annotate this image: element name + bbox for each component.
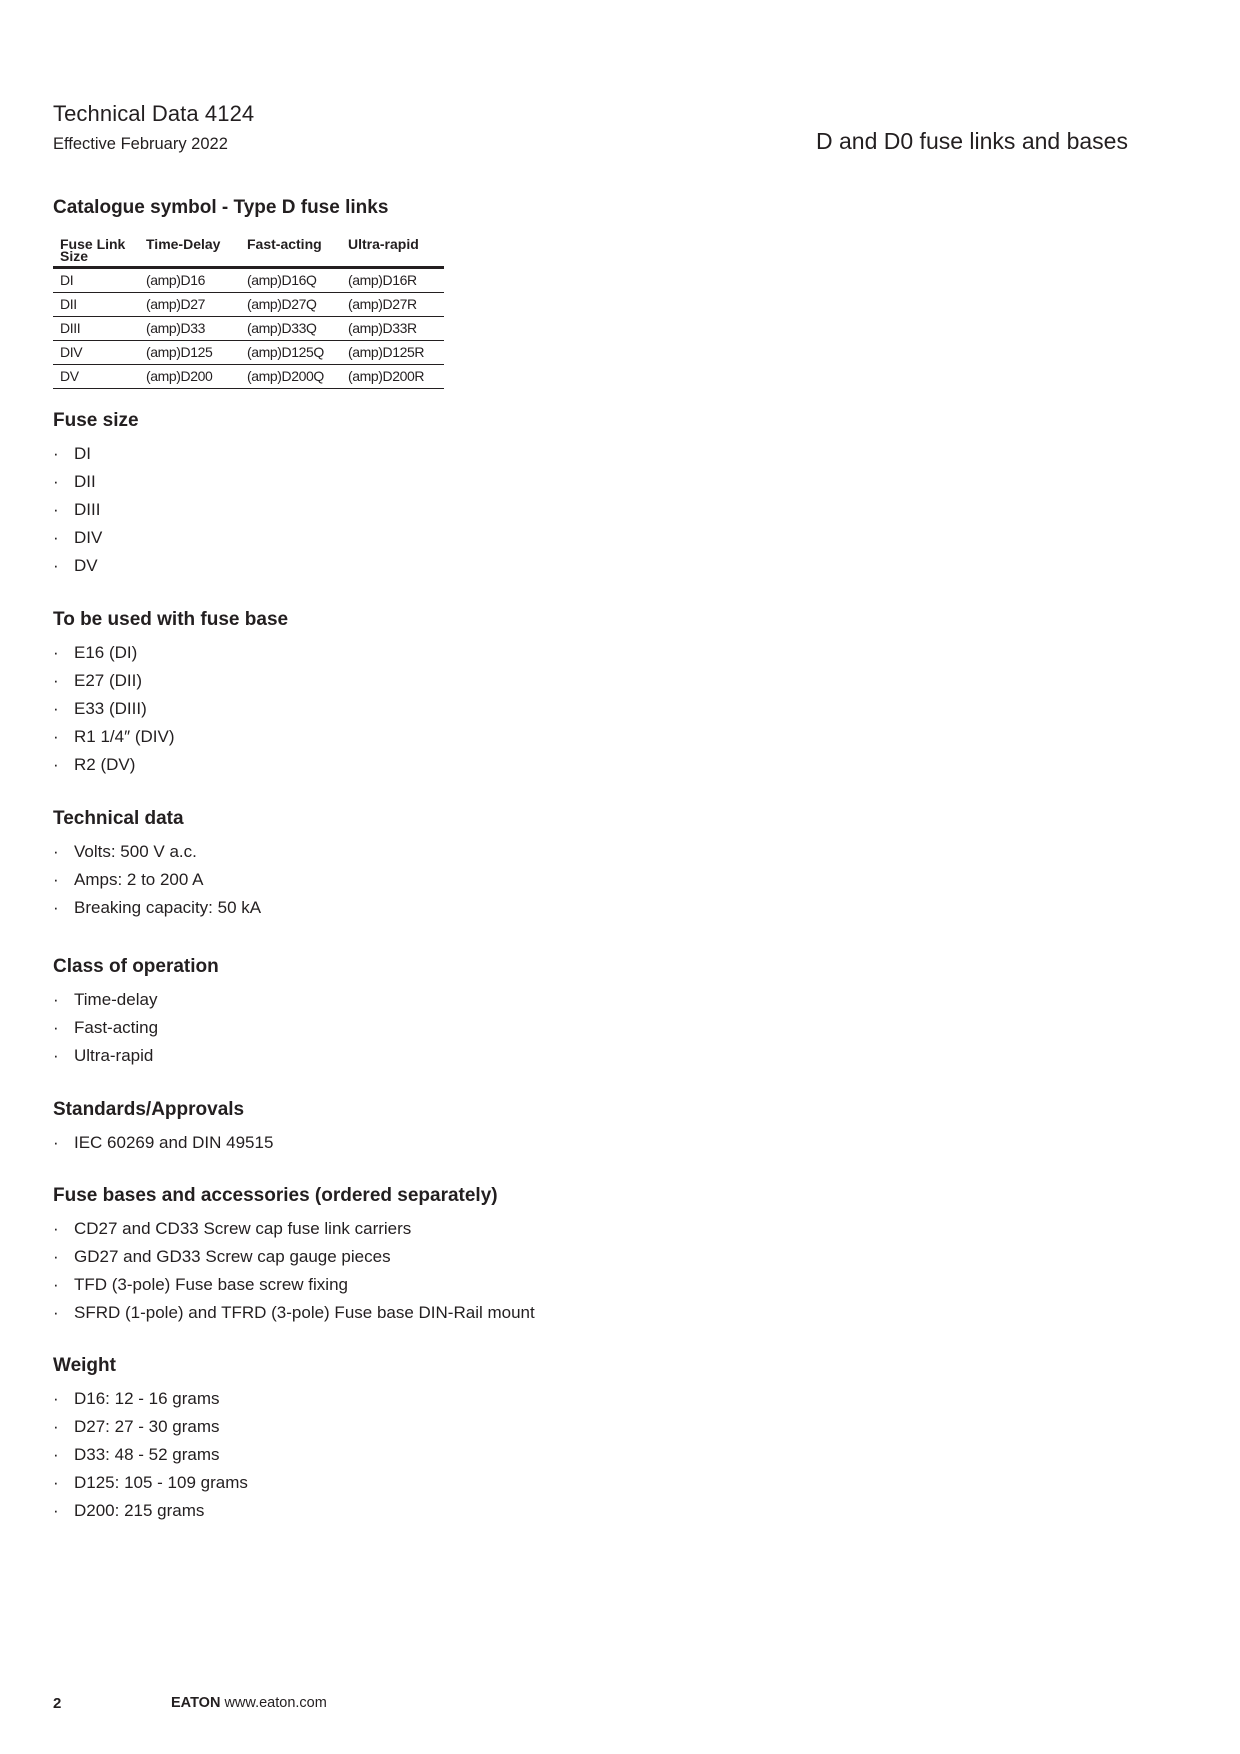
section-heading: To be used with fuse base <box>53 609 289 630</box>
page-number: 2 <box>53 1695 62 1712</box>
brand-name: EATON <box>171 1695 221 1711</box>
catalogue-header-row <box>53 234 444 268</box>
column-header: Ultra-rapid <box>341 234 444 268</box>
list-item: · Fast-acting <box>53 1014 158 1042</box>
table-cell: (amp)D200Q <box>240 365 341 389</box>
section-heading: Class of operation <box>53 956 219 977</box>
section-heading: Standards/Approvals <box>53 1099 245 1120</box>
list-item: · DI <box>53 440 102 468</box>
table-cell: (amp)D33 <box>139 317 240 341</box>
list-item: · Ultra-rapid <box>53 1042 158 1070</box>
section-heading: Fuse bases and accessories (ordered separately) <box>53 1185 498 1206</box>
footer-brand <box>171 1695 327 1711</box>
table-cell: (amp)D27R <box>341 293 444 317</box>
table-row <box>53 365 444 389</box>
list-item: · E27 (DII) <box>53 667 175 695</box>
list-item: · R1 1/4″ (DIV) <box>53 723 175 751</box>
list-item: · D125: 105 - 109 grams <box>53 1469 248 1497</box>
table-row <box>53 293 444 317</box>
list-item: · E33 (DIII) <box>53 695 175 723</box>
column-header: Time-Delay <box>139 234 240 268</box>
section-heading: Technical data <box>53 808 184 829</box>
table-cell: (amp)D16Q <box>240 268 341 293</box>
website-url: www.eaton.com <box>224 1695 327 1711</box>
bullet-list <box>53 639 175 779</box>
column-header: Fuse Link Size <box>53 234 139 268</box>
list-item: · D16: 12 - 16 grams <box>53 1385 248 1413</box>
table-cell: (amp)D27Q <box>240 293 341 317</box>
effective-date: Effective February 2022 <box>53 135 228 153</box>
document-title <box>53 101 254 127</box>
column-header: Fast-acting <box>240 234 341 268</box>
list-item: · Time-delay <box>53 986 158 1014</box>
table-cell: (amp)D125R <box>341 341 444 365</box>
table-cell: (amp)D125 <box>139 341 240 365</box>
table-cell: (amp)D16R <box>341 268 444 293</box>
list-item: · TFD (3-pole) Fuse base screw fixing <box>53 1271 535 1299</box>
list-item: · CD27 and CD33 Screw cap fuse link carriers <box>53 1215 535 1243</box>
table-cell: (amp)D33Q <box>240 317 341 341</box>
list-item: · DV <box>53 552 102 580</box>
bullet-list <box>53 1385 248 1525</box>
title-number: 4124 <box>204 101 255 126</box>
section-heading: Fuse size <box>53 410 139 431</box>
list-item: · Breaking capacity: 50 kA <box>53 894 261 922</box>
bullet-list <box>53 1215 535 1327</box>
list-item: · Amps: 2 to 200 A <box>53 866 261 894</box>
table-cell: DIV <box>53 341 139 365</box>
table-cell: DII <box>53 293 139 317</box>
table-cell: (amp)D16 <box>139 268 240 293</box>
table-cell: DI <box>53 268 139 293</box>
list-item: · D200: 215 grams <box>53 1497 248 1525</box>
table-row <box>53 268 444 293</box>
list-item: · DIII <box>53 496 102 524</box>
list-item: · Volts: 500 V a.c. <box>53 838 261 866</box>
product-title: D and D0 fuse links and bases <box>816 128 1128 154</box>
list-item: · E16 (DI) <box>53 639 175 667</box>
bullet-list <box>53 440 102 580</box>
list-item: · DII <box>53 468 102 496</box>
list-item: · D27: 27 - 30 grams <box>53 1413 248 1441</box>
list-item: · DIV <box>53 524 102 552</box>
list-item: · GD27 and GD33 Screw cap gauge pieces <box>53 1243 535 1271</box>
table-cell: (amp)D125Q <box>240 341 341 365</box>
title-prefix: Technical Data <box>53 101 199 126</box>
table-row <box>53 341 444 365</box>
table-cell: (amp)D200 <box>139 365 240 389</box>
table-cell: DIII <box>53 317 139 341</box>
bullet-list <box>53 986 158 1070</box>
table-cell: DV <box>53 365 139 389</box>
section-heading: Weight <box>53 1355 116 1376</box>
table-cell: (amp)D200R <box>341 365 444 389</box>
table-cell: (amp)D27 <box>139 293 240 317</box>
catalogue-heading: Catalogue symbol - Type D fuse links <box>53 197 389 218</box>
bullet-list <box>53 838 261 922</box>
list-item: · SFRD (1-pole) and TFRD (3-pole) Fuse base DIN-Rail mount <box>53 1299 535 1327</box>
list-item: · IEC 60269 and DIN 49515 <box>53 1129 273 1157</box>
table-cell: (amp)D33R <box>341 317 444 341</box>
list-item: · D33: 48 - 52 grams <box>53 1441 248 1469</box>
bullet-list <box>53 1129 273 1157</box>
list-item: · R2 (DV) <box>53 751 175 779</box>
table-row <box>53 317 444 341</box>
catalogue-table <box>53 234 444 389</box>
